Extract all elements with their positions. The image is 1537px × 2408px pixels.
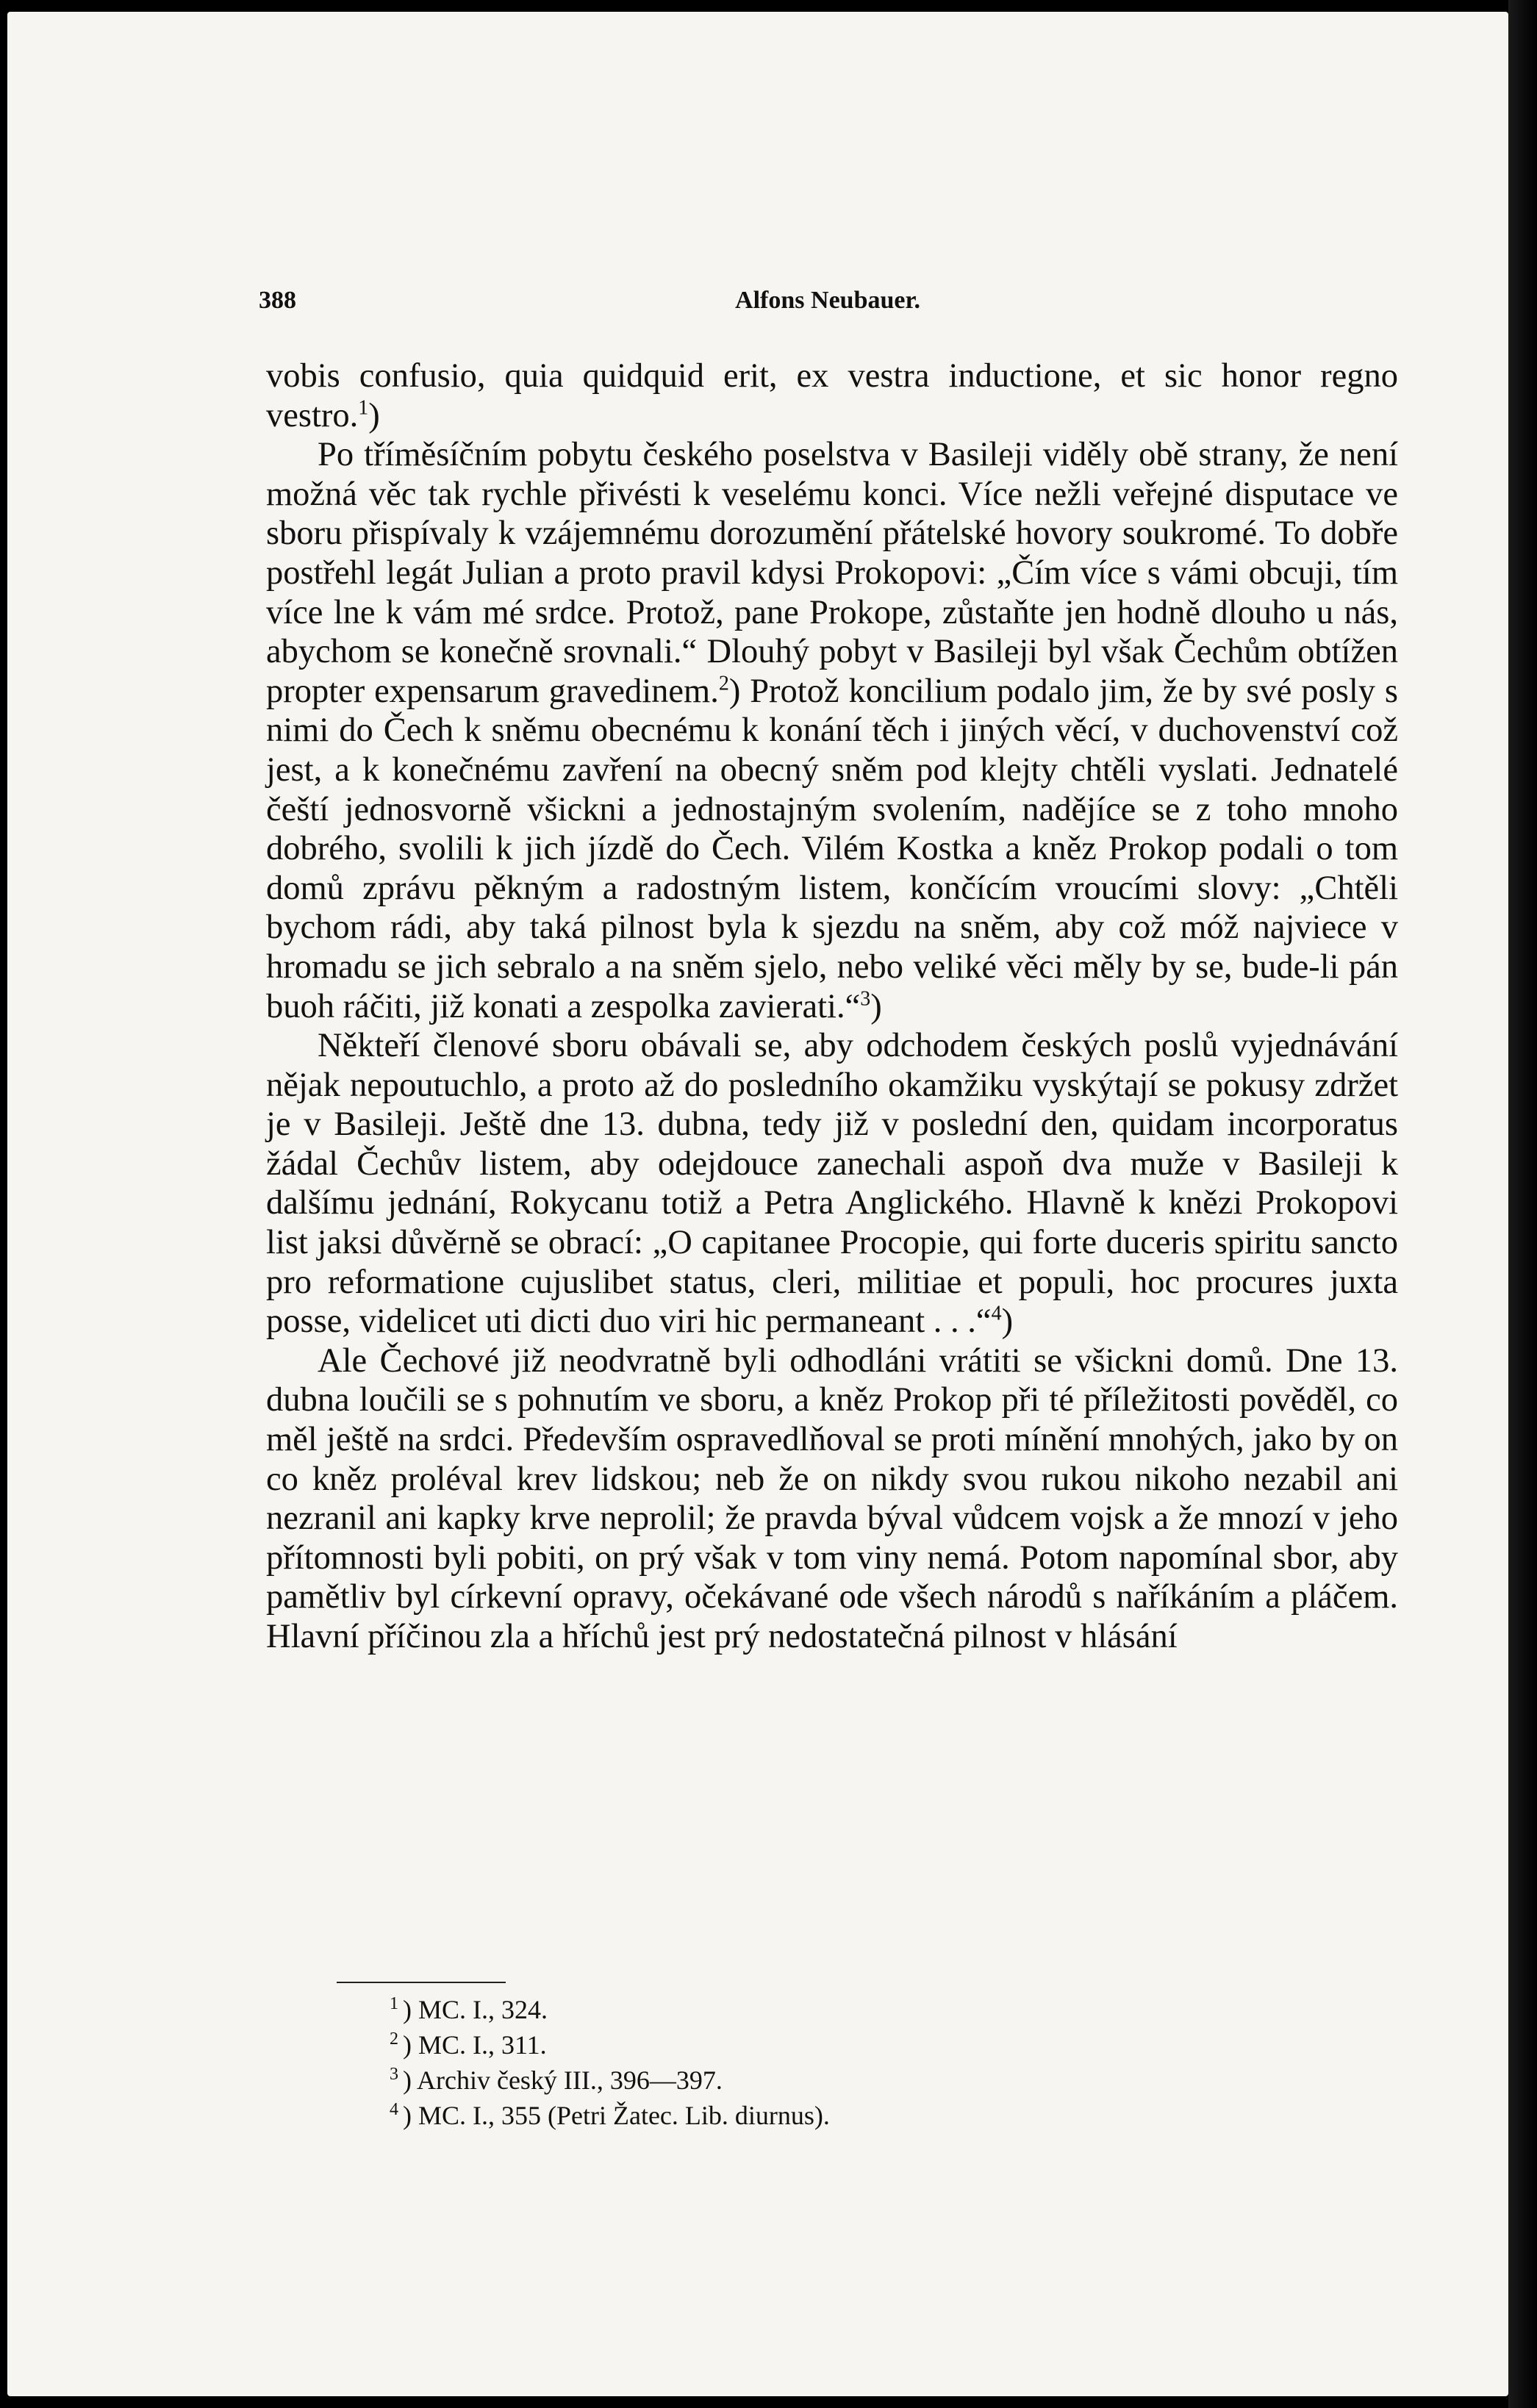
footnote-text: ) Archiv český III., 396—397. <box>403 2065 723 2095</box>
text-run: Ale Čechové již neodvratně byli odhodláni vrátiti se všickni domů. Dne 13. dubna loučili se s pohnutím ve sboru, a kněz Prokop při té příležitosti pověděl, co měl ještě na srdci. Především ospravedlňoval se proti mínění mnohých, jako by on co kněz proléval krev lidskou; neb že on nikdy svou rukou nikoho nezabil ani nezranil ani kapky krve neprolil; že pravda býval vůdcem vojsk a že mnozí v jeho přítomnosti byli pobiti, on prý však v tom viny nemá. Potom napomínal sbor, aby pamětliv byl církevní opravy, očekávané ode všech národů s naříkáním a pláčem. Hlavní příčinou zla a hříchů jest prý nedostatečná pilnost v hlásání <box>266 1341 1398 1655</box>
text-run: vobis confusio, quia quidquid erit, ex vestra inductione, et sic honor regno vestro. <box>266 357 1398 434</box>
text-run: ) <box>1001 1302 1014 1341</box>
footnote-separator <box>337 1982 506 1983</box>
footnote-mark: 2 <box>390 2029 398 2049</box>
paragraph <box>266 356 1398 435</box>
footnote-mark: 4 <box>390 2100 398 2119</box>
footnote <box>390 2098 1272 2133</box>
footnote <box>390 2063 1272 2098</box>
footnote-text: ) MC. I., 324. <box>403 1995 548 2024</box>
footnote-mark: 1 <box>390 1994 398 2013</box>
footnote-text: ) MC. I., 355 (Petri Žatec. Lib. diurnus). <box>403 2101 830 2130</box>
footnote-reference: 2 <box>718 672 729 695</box>
running-title: Alfons Neubauer. <box>735 287 920 314</box>
page-edge-shadow <box>1508 0 1537 2408</box>
footnote-reference: 3 <box>860 987 871 1010</box>
footnote-mark: 3 <box>390 2065 398 2084</box>
page-number: 388 <box>259 287 296 314</box>
body-text <box>266 356 1398 1657</box>
paragraph <box>266 1341 1398 1657</box>
footnote-text: ) MC. I., 311. <box>403 2030 547 2060</box>
text-run: ) Protož koncilium podalo jim, že by své posly s nimi do Čech k sněmu obecnému k konání těch i jiných věcí, v duchovenství což jest, a k konečnému zavření na obecný sněm pod klejty chtěli vyslati. Jednatelé čeští jednosvorně všickni a jednostajným svolením, nadějíce se z toho mnoho dobrého, svolili k jich jízdě do Čech. Vilém Kostka a kněz Prokop podali o tom domů zprávu pěkným a radostným listem, končícím vroucími slovy: „Chtěli bychom rádi, aby taká pilnost byla k sjezdu na sněm, aby což móž najviece v hromadu se jich sebralo a na sněm sjelo, nebo veliké věci měly by se, bude-li pán buoh ráčiti, již konati a zespolka zavierati.“ <box>266 672 1398 1025</box>
running-header <box>259 287 1397 323</box>
text-run: Někteří členové sboru obávali se, aby odchodem českých poslů vyjednávání nějak nepoutuchlo, a proto až do posledního okamžiku vyskýtají se pokusy zdržet je v Basileji. Ještě dne 13. dubna, tedy již v poslední den, quidam incorporatus žádal Čechův listem, aby odejdouce zanechali aspoň dva muže v Basileji k dalšímu jednání, Rokycanu totiž a Petra Anglického. Hlavně k knězi Prokopovi list jaksi důvěrně se obrací: „O capitanee Procopie, qui forte duceris spiritu sancto pro reformatione cujuslibet status, cleri, militiae et populi, hoc procures juxta posse, videlicet uti dicti duo viri hic permaneant . . .“ <box>266 1027 1398 1341</box>
paragraph <box>266 435 1398 1026</box>
footnote <box>390 2027 1272 2063</box>
footnote <box>390 1992 1272 2027</box>
footnote-reference: 4 <box>991 1302 1002 1325</box>
text-run: ) <box>870 987 882 1025</box>
paragraph <box>266 1026 1398 1341</box>
text-run: Po tříměsíčním pobytu českého poselstva v Basileji viděly obě strany, že není možná věc tak rychle přivésti k veselému konci. Více nežli veřejné disputace ve sboru přispívaly k vzájemnému dorozumění přátelské hovory soukromé. To dobře postřehl legát Julian a proto pravil kdysi Prokopovi: „Čím více s vámi obcuji, tím více lne k vám mé srdce. Protož, pane Prokope, zůstaňte jen hodně dlouho u nás, abychom se konečně srovnali.“ Dlouhý pobyt v Basileji byl však Čechům obtížen propter expensarum gravedinem. <box>266 436 1398 710</box>
footnotes <box>390 1992 1272 2133</box>
text-run: ) <box>368 396 380 434</box>
footnote-reference: 1 <box>358 396 369 420</box>
